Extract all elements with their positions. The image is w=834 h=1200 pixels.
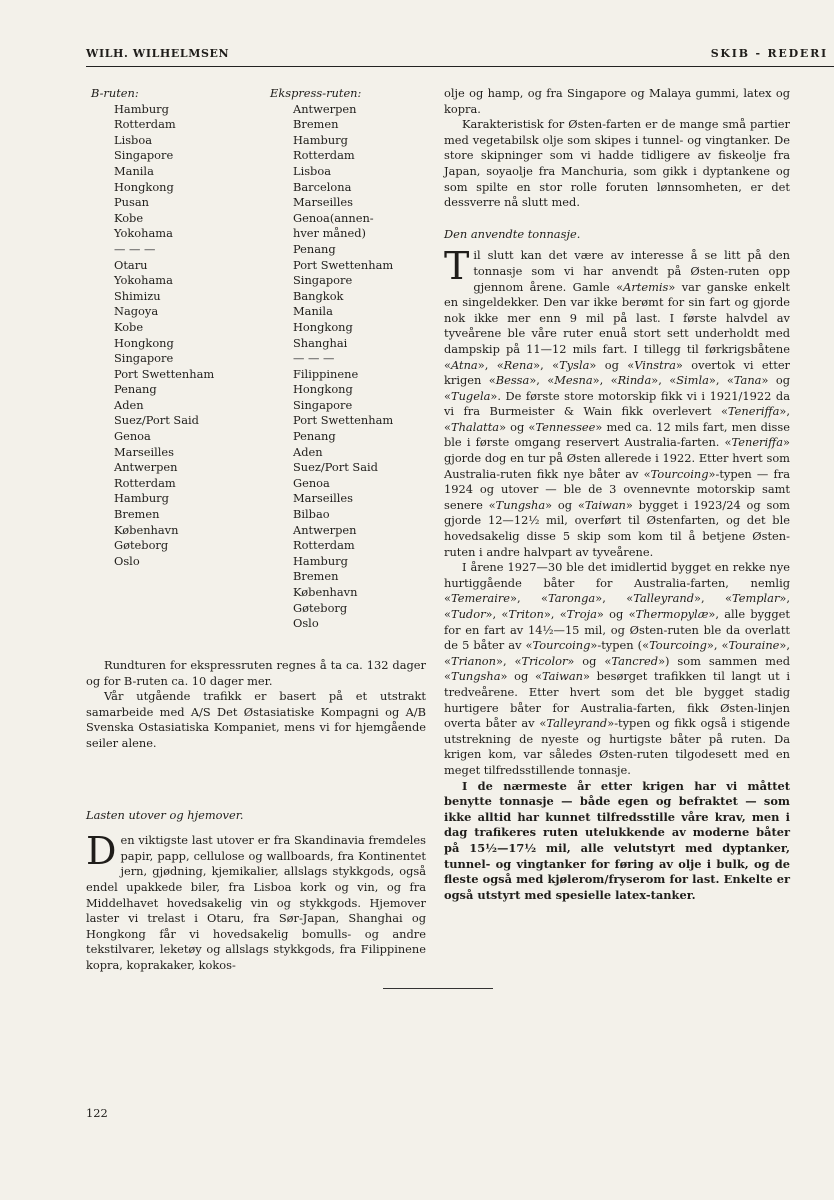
running-header-right: SKIB - REDERI	[710, 47, 828, 60]
route-stop: Hamburg	[293, 132, 348, 147]
route-stop: Kobe	[114, 319, 144, 334]
route-stop: Antwerpen	[293, 522, 357, 537]
paragraph-tonnage-history: Til slutt kan det være av interesse å se litt på den tonnasje som vi har anvendt på Østen-ruten opp gjennom årene. Gamle «Artemis» var ganske enkelt en singeldekker. Den var ikke berømt for sin fart og gjorde nok ikke mer enn 9 mil på last. I første halvdel av tyveårene ble våre ruter enuå stort sett underholdt med dampskip på 11—12 mils fart. I tillegg til førkrigsbåtene «Atna», «Rena», «Tysla» og «Vinstra» overtok vi etter krigen «Bessa», «Mesna», «Rinda», «Simla», «Tana» og «Tugela». De første store motorskip fikk vi i 1921/1922 da vi fra Burmeister & Wain fikk overlevert «Teneriffa», «Thalatta» og «Tennessee» med ca. 12 mils fart, men disse ble i første omgang reservert Australia-farten. «Teneriffa» gjorde dog en tur på Østen allerede i 1922. Etter hvert som Australia-ruten fikk nye båter av «Tourcoing»-typen — fra 1924 og utover — ble de 3 ovennevnte motorskip samt senere «Tungsha» og «Taiwan» bygget i 1923/24 og som gjorde 12—12½ mil, overført til Østenfarten, og det ble hovedsakelig disse 5 skip som kom til å betjene Østen-ruten i andre halvpart av tyveårene.	[444, 244, 791, 559]
route-stop: Penang	[293, 241, 336, 256]
drop-cap: D	[86, 829, 117, 874]
route-stop: Manila	[114, 163, 154, 178]
route-stop: Bremen	[293, 117, 339, 132]
route-stop: Hongkong	[114, 179, 174, 194]
paragraph-fast-ships: I årene 1927—30 ble det imidlertid bygget en rekke nye hurtiggående båter for Australia-farten, nemlig «Temeraire», «Taronga», «Talleyrand», «Templar», «Tudor», «Triton», «Troja» og «Thermopylæ», alle bygget for en fart av 14½—15 mil, og Østen-ruten ble da overlatt de 5 båter av «Tourcoing»-typen («Tourcoing», «Touraine», «Trianon», «Tricolor» og «Tancred») som sammen med «Tungsha» og «Taiwan» besørget trafikken til langt ut i tredveårene. Etter hvert som det ble bygget stadig hurtigere båter for Australia-farten, fikk Østen-linjen overta båter av «Talleyrand»-typen og fikk også i stigende utstrekning de nyeste og hurtigste båter på ruten. Da krigen kom, var således Østen-ruten tilgodesett med en meget tilfredsstillende tonnasje.	[444, 560, 791, 777]
route-stop: Hongkong	[293, 382, 353, 397]
section-heading-tonnage: Den anvendte tonnasje.	[444, 226, 581, 241]
route-stop: Singapore	[114, 351, 174, 366]
route-stop: Gøteborg	[293, 600, 348, 615]
route-stop: Marseilles	[114, 444, 175, 459]
paragraph-cooperation: Vår utgående trafikk er basert på et utstrakt samarbeide med A/S Det Østasiatiske Kompagni og A/B Svenska Ostasiatiska Kompaniet, mens vi for hjemgående seiler alene.	[86, 689, 426, 750]
route-stop: Genoa	[293, 475, 330, 490]
route-stop: Port Swettenham	[114, 366, 215, 381]
b-route-title: B-ruten:	[91, 86, 139, 100]
route-stop: Otaru	[114, 257, 148, 272]
page-number: 122	[86, 1106, 108, 1120]
route-stop: Aden	[114, 397, 144, 412]
route-stop: Rotterdam	[114, 117, 176, 132]
route-stop: Singapore	[114, 148, 174, 163]
route-stop: Rotterdam	[293, 148, 355, 163]
route-stop: Hongkong	[114, 335, 174, 350]
route-stop: Shanghai	[293, 335, 348, 350]
route-stop: Singapore	[293, 273, 353, 288]
route-stop: Bangkok	[293, 288, 344, 303]
route-stop: Kobe	[114, 210, 144, 225]
paragraph-cargo-continued: olje og hamp, og fra Singapore og Malaya gummi, latex og kopra.	[444, 86, 790, 116]
paragraph-cargo: Den viktigste last utover er fra Skandinavia fremdeles papir, papp, cellulose og wallboards, fra Kontinentet jern, gjødning, kjemikalier, allslags stykkgods, også endel upakkede biler, fra Lisboa kork og vin, og fra Middelhavet hovedsakelig vin og stykkgods. Hjemover laster vi trelast i Otaru, fra Sør-Japan, Shanghai og Hongkong får vi hovedsakelig bomulls- og andre tekstilvarer, leketøy og allslags stykkgods, fra Filippinene kopra, koprakaker, kokos-	[86, 829, 426, 972]
route-stop: Hamburg	[114, 101, 169, 116]
drop-cap: T	[444, 244, 470, 289]
route-stop: Manila	[293, 304, 333, 319]
route-stop: Oslo	[114, 553, 140, 568]
route-stop: Filippinene	[293, 366, 359, 381]
route-stop-continued: hver måned)	[293, 226, 366, 241]
route-stop: Port Swettenham	[293, 257, 394, 272]
route-stop: Bremen	[114, 507, 160, 522]
route-stop: Marseilles	[293, 195, 354, 210]
route-stop: Marseilles	[293, 491, 354, 506]
paragraph-roundtrip: Rundturen for ekspressruten regnes å ta ca. 132 dager og for B-ruten ca. 10 dager mer.	[86, 658, 426, 688]
route-stop: Bilbao	[293, 507, 330, 522]
route-stop: Port Swettenham	[293, 413, 394, 428]
paragraph-postwar-bold: I de nærmeste år etter krigen har vi måttet benytte tonnasje — både egen og befraktet — som ikke alltid har kunnet tilfredsstille våre krav, men i dag trafikeres ruten utelukkende av moderne båter på 15½—17½ mil, alle velutstyrt med dyptanker, tunnel- og vingtanker for føring av olje i bulk, og de fleste også med kjølerom/fryserom for last. Enkelte er også utstyrt med spesielle latex-tanker.	[444, 778, 790, 902]
route-separator: — — —	[114, 241, 156, 256]
express-route-list	[271, 86, 441, 632]
header-rule	[86, 66, 834, 67]
route-stop: Lisboa	[114, 132, 152, 147]
route-stop: Hamburg	[114, 491, 169, 506]
route-stop: Lisboa	[293, 163, 331, 178]
route-stop: Yokohama	[114, 273, 173, 288]
left-column-text	[86, 658, 426, 974]
route-stop: Penang	[293, 429, 336, 444]
route-stop: Oslo	[293, 616, 319, 631]
route-stop: Rotterdam	[293, 538, 355, 553]
end-of-article-rule	[383, 988, 493, 989]
right-column-text	[444, 86, 790, 903]
express-route-title: Ekspress-ruten:	[270, 86, 362, 100]
route-stop: Shimizu	[114, 288, 161, 303]
route-stop: Genoa	[114, 429, 151, 444]
route-stop: Yokohama	[114, 226, 173, 241]
route-stop: Barcelona	[293, 179, 352, 194]
route-stop: Aden	[293, 444, 323, 459]
route-stop: Suez/Port Said	[293, 460, 378, 475]
route-stop: Rotterdam	[114, 475, 176, 490]
route-stop: Antwerpen	[293, 101, 357, 116]
b-route-list	[92, 86, 272, 569]
route-stop: Suez/Port Said	[114, 413, 199, 428]
route-separator: — — —	[293, 351, 335, 366]
route-stop: Pusan	[114, 195, 149, 210]
route-stop: Gøteborg	[114, 538, 169, 553]
route-stop: Nagoya	[114, 304, 159, 319]
route-stop: København	[114, 522, 179, 537]
paragraph-vegetable-oil: Karakteristisk for Østen-farten er de mange små partier med vegetabilsk olje som skipes i tunnel- og vingtanker. De store skipninger som vi hadde tidligere av fiskeolje fra Japan, soyaolje fra Manchuria, som gikk i dyptankene og som spilte en stor rolle foruten lønnsomheten, er det dessverre nå slutt med.	[444, 117, 790, 210]
route-stop: Antwerpen	[114, 460, 178, 475]
route-stop: Bremen	[293, 569, 339, 584]
route-stop: Hongkong	[293, 319, 353, 334]
section-heading-cargo: Lasten utover og hjemover.	[86, 807, 244, 822]
route-stop: Hamburg	[293, 553, 348, 568]
running-header-left: WILH. WILHELMSEN	[86, 47, 230, 60]
route-stop: Penang	[114, 382, 157, 397]
route-stop: København	[293, 585, 358, 599]
route-stop: Singapore	[293, 397, 353, 412]
route-stop: Genoa(annen-	[293, 210, 374, 225]
